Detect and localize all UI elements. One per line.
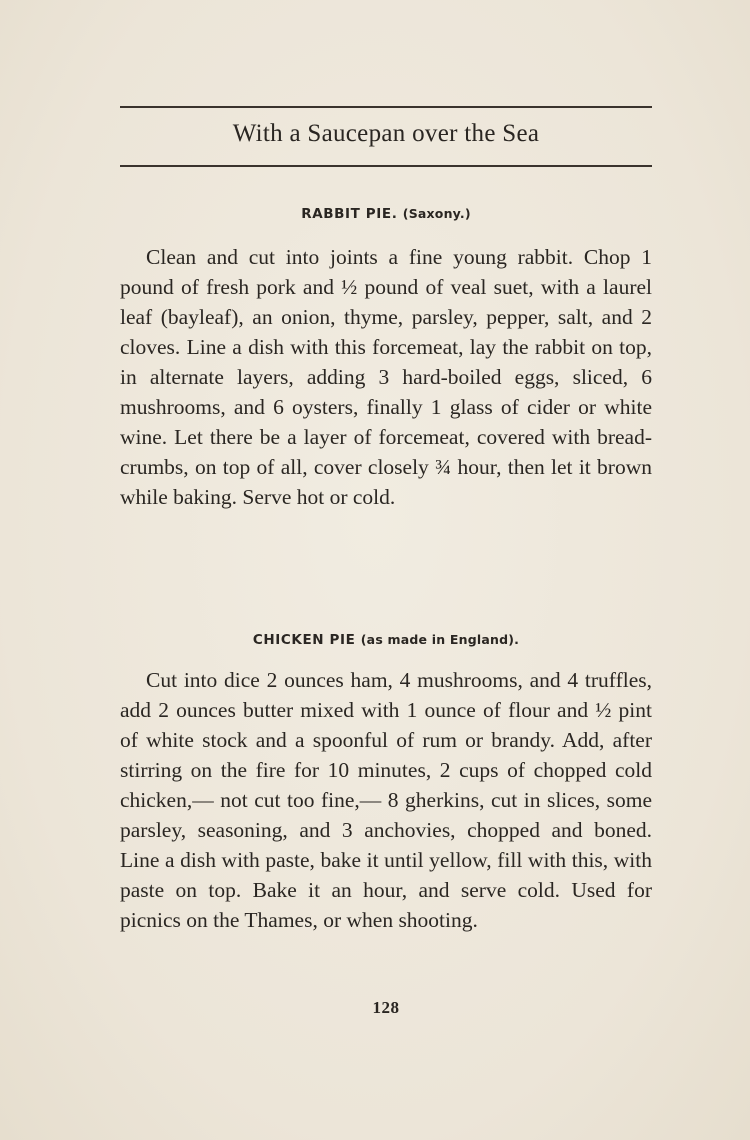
recipe-subtitle-text: (as made in England). xyxy=(360,632,520,647)
recipe-title-chicken-pie xyxy=(120,632,652,648)
recipe-subtitle-text: (Saxony.) xyxy=(402,206,471,221)
running-title: With a Saucepan over the Sea xyxy=(232,120,540,147)
header-rule-bottom xyxy=(120,165,652,167)
header-rule-top xyxy=(120,106,652,108)
recipe-title-rabbit-pie xyxy=(120,206,652,222)
recipe-text-rabbit-pie: Clean and cut into joints a fine young rabbit. Chop 1 pound of fresh pork and ½ pound of veal suet, with a laurel leaf (bayleaf), an onion, thyme, parsley, pepper, salt, and 2 cloves. Line a dish with this forcemeat, lay the rabbit on top, in alternate layers, adding 3 hard-boiled eggs, sliced, 6 mushrooms, and 6 oysters, finally 1 glass of cider or white wine. Let there be a layer of forcemeat, covered with bread-crumbs, on top of all, cover closely ¾ hour, then let it brown while baking. Serve hot or cold. xyxy=(120,245,652,509)
recipe-title-text: RABBIT PIE. xyxy=(301,206,398,222)
recipe-text-chicken-pie: Cut into dice 2 ounces ham, 4 mushrooms, and 4 truffles, add 2 ounces butter mixed with 1 ounce of flour and ½ pint of white stock and a spoonful of rum or brandy. Add, after stirring on the fire for 10 minutes, 2 cups of chopped cold chicken,— not cut too fine,— 8 gherkins, cut in slices, some parsley, seasoning, and 3 anchovies, chopped and boned. Line a dish with paste, bake it until yellow, fill with this, with paste on top. Bake it an hour, and serve cold. Used for picnics on the Thames, or when shooting. xyxy=(120,668,652,932)
page-number: 128 xyxy=(372,998,400,1017)
recipe-title-text: CHICKEN PIE xyxy=(252,632,356,648)
